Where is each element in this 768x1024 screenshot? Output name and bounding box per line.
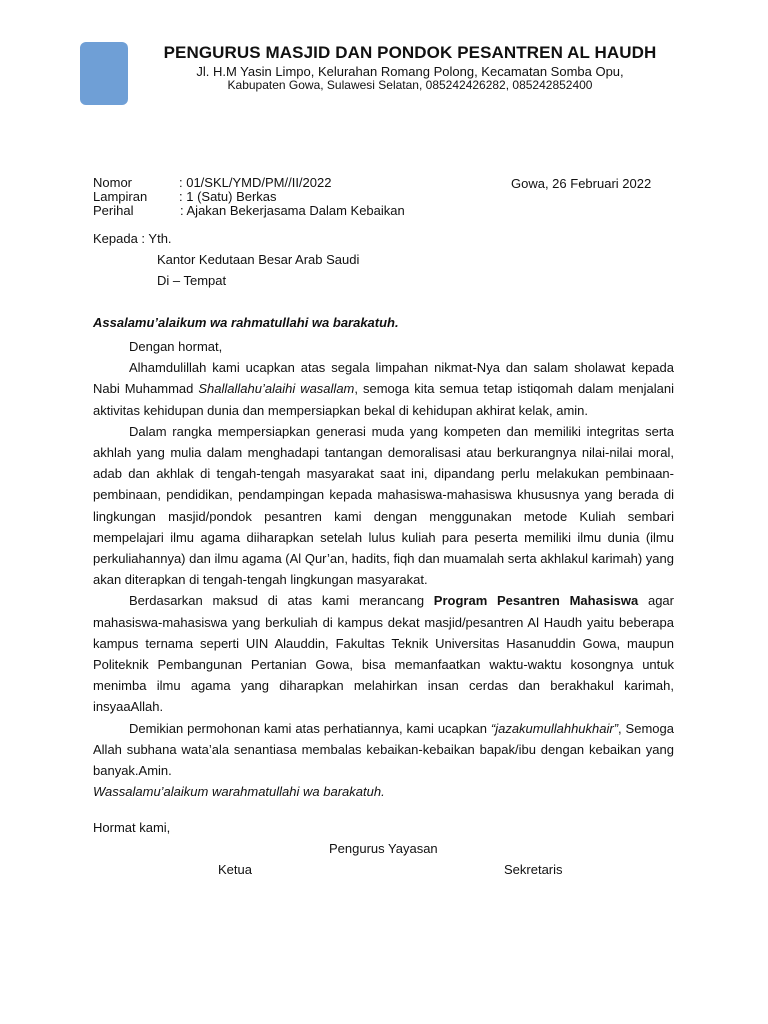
perihal-value: : Ajakan Bekerjasama Dalam Kebaikan — [180, 203, 405, 218]
recipient-place: Di – Tempat — [157, 273, 227, 288]
organization-address-line1: Jl. H.M Yasin Limpo, Kelurahan Romang Polong, Kecamatan Somba Opu, — [196, 64, 624, 79]
paragraph-4: Demikian permohonan kami atas perhatiannya, kami ucapkan “jazakumullahhukhair”, Semoga Allah subhana wata’ala senantiasa membalas kebaikan-kebaikan bapak/ibu dengan kebaikan yang banyak.Amin. — [93, 720, 674, 779]
salam-opening: Assalamu’alaikum wa rahmatullahi wa barakatuh. — [93, 315, 399, 330]
organization-address-line2: Kabupaten Gowa, Sulawesi Selatan, 085242426282, 085242852400 — [227, 78, 593, 92]
signature-ketua: Ketua — [218, 862, 252, 877]
paragraph-1: Alhamdulillah kami ucapkan atas segala limpahan nikmat-Nya dan salam sholawat kepada Nabi Muhammad Shallallahu’alaihi wasallam, semoga kita semua tetap istiqomah dalam menjalani aktivitas kehidupan dunia dan mempersiapkan bekal di kehidupan akhirat kelak, amin. — [93, 360, 674, 418]
greeting: Dengan hormat, — [129, 339, 223, 354]
lampiran-value: : 1 (Satu) Berkas — [179, 189, 277, 204]
recipient-name: Kantor Kedutaan Besar Arab Saudi — [157, 252, 360, 267]
salam-closing: Wassalamu’alaikum warahmatullahi wa barakatuh. — [93, 784, 385, 800]
letter-body — [93, 336, 674, 802]
organization-title: PENGURUS MASJID DAN PONDOK PESANTREN AL HAUDH — [163, 43, 657, 62]
organization-logo — [80, 42, 128, 105]
nomor-label: Nomor — [93, 175, 133, 190]
perihal-label: Perihal — [93, 203, 134, 218]
nomor-value: : 01/SKL/YMD/PM//II/2022 — [179, 175, 332, 190]
letter-date: Gowa, 26 Februari 2022 — [511, 176, 652, 191]
recipient-kepada: Kepada : Yth. — [93, 231, 172, 246]
closing-hormat: Hormat kami, — [93, 820, 171, 835]
paragraph-2: Dalam rangka mempersiapkan generasi muda yang kompeten dan memiliki integritas serta akhlah yang mulia dalam menghadapi tantangan demoralisasi atau berkurangnya nilai-nilai moral, adab dan akhlak di tengah-tengah masyarakat saat ini, dipandang perlu melakukan pembinaan-pembinaan, pendidikan, pendampingan kepada mahasiswa-mahasiswa khususnya yang berada di lingkungan masjid/pondok pesantren kami dengan menggunakan metode Kuliah sembari mempelajari ilmu agama diiharapkan setelah lulus kuliah para peserta memiliki ilmu dunia (ilmu perkuliahannya) dan ilmu agama (Al Qur’an, hadits, fiqh dan muamalah serta akhlakul karimah) yang akan diterapkan di tengah-tengah lingkungan masyarakat. — [93, 423, 674, 588]
signature-sekretaris: Sekretaris — [504, 862, 563, 877]
lampiran-label: Lampiran — [93, 189, 148, 204]
paragraph-3: Berdasarkan maksud di atas kami merancang Program Pesantren Mahasiswa agar mahasiswa-mahasiswa yang berkuliah di kampus dekat masjid/pesantren Al Haudh yaitu beberapa kampus ternama seperti UIN Alauddin, Fakultas Teknik Universitas Hasanuddin Gowa, maupun Politeknik Pembangunan Pertanian Gowa, bisa memanfaatkan waktu-waktu kosongnya untuk menimba ilmu agama yang diharapkan melahirkan insan cerdas dan berakhakul karimah, insyaaAllah. — [93, 593, 674, 715]
closing-organization: Pengurus Yayasan — [329, 841, 438, 856]
